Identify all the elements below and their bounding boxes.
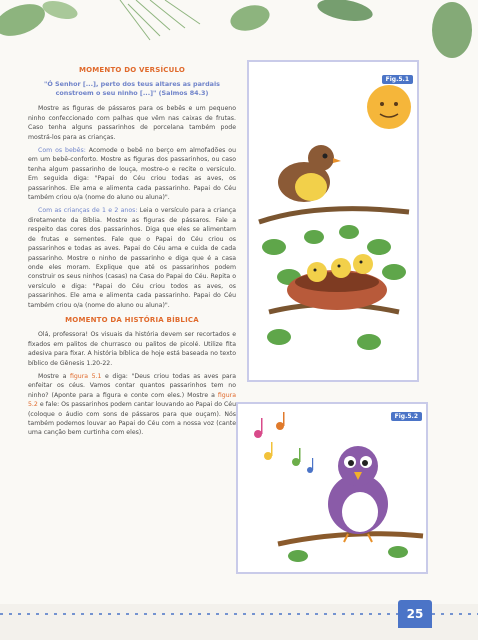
figure-ref: figura 5.2 [28, 391, 236, 409]
text-span: e fale: Os passarinhos podem cantar louvando ao Papai do Céu (coloque o áudio com sons de pássaros para que ouçam). Nós também podemos louvar ao Papai do Céu com a nossa voz (cante uma canção bem curtinha com eles). [28, 401, 236, 437]
text-toddlers: Leia o versículo para a criança diretamente da Bíblia. Mostre as figuras de pássaros. Fale a respeito das cores dos passarinhos. Diga que eles se alimentam de frutas e sementes. Fale que o Papai do Céu criou os passarinhos e todas as aves. Papai do Céu ama e cuida de cada passarinho. Mostre o ninho de passarinho e diga que é a casa onde eles moram. Explique que até os passarinhos podem construir os seus ninhos (casas) na Casa do Papai do Céu. Repita o versículo e diga: "Papai do Céu criou todos as aves, os passarinhos. Ele ama e alimenta cada passarinho. Papai do Céu também criou o/a (nome do aluno ou aluna)". [28, 207, 236, 309]
text-column [28, 66, 236, 442]
label-babies: Com os bebês: [38, 147, 86, 155]
text-span: e diga: "Deus criou todas as aves para enfeitar os céus. Vamos contar quantos passarinhos tem no ninho? (Aponte para a figura e conte com eles.) Mostre a [28, 372, 237, 399]
bird-nest-illustration [249, 62, 417, 380]
paragraph: Mostre as figuras de pássaros para os bebês e um pequeno ninho confeccionado com palhas que vêm nas caixas de frutas. Caso tenha alguns passarinhos de porcelana também pode mostrá-los para as crianças. [28, 105, 236, 141]
figure-5-1 [247, 60, 419, 382]
figure-ref: figura 5.1 [69, 372, 102, 380]
sun-icon [367, 85, 411, 129]
figure-5-2 [236, 402, 428, 574]
paragraph: Olá, professora! Os visuais da história devem ser recortados e fixados em palitos de churrasco ou palitos de picolé. Utilize fita adesiva para fixar. A história bíblica de hoje está baseada no texto bíblico de Gênesis 1.20-22. [28, 331, 236, 367]
bible-verse: "Ó Senhor [...], perto dos teus altares as pardais constroem o seu ninho [...]" (Salmos 84.3) [44, 80, 220, 98]
section-heading-verse: MOMENTO DO VERSÍCULO [78, 66, 186, 74]
text-babies: Acomode o bebê no berço em almofadões ou em um bebê-conforto. Mostre as figuras dos passarinhos, ou caso tenha algum passarinho de louça, mostre-o e recite o versículo. Em seguida diga: "Papai do Céu criou todas as aves, os passarinhos. Ele ama e alimenta cada passarinho. Papai do Céu também criou o/a (nome do aluno ou aluna)". [28, 147, 236, 202]
music-notes-icon [254, 412, 313, 473]
singing-bird-illustration [238, 404, 426, 572]
page-number: 25 [398, 600, 432, 628]
text-span: Mostre a [38, 372, 70, 380]
paragraph-babies [28, 146, 236, 202]
paragraph-toddlers [28, 206, 236, 309]
figure-label: Fig.5.1 [382, 75, 413, 84]
label-toddlers: Com as crianças de 1 e 2 anos: [38, 207, 138, 215]
figure-label: Fig.5.2 [391, 412, 422, 421]
section-heading-story: MOMENTO DA HISTÓRIA BÍBLICA [65, 315, 199, 324]
paragraph-figures [28, 372, 236, 438]
